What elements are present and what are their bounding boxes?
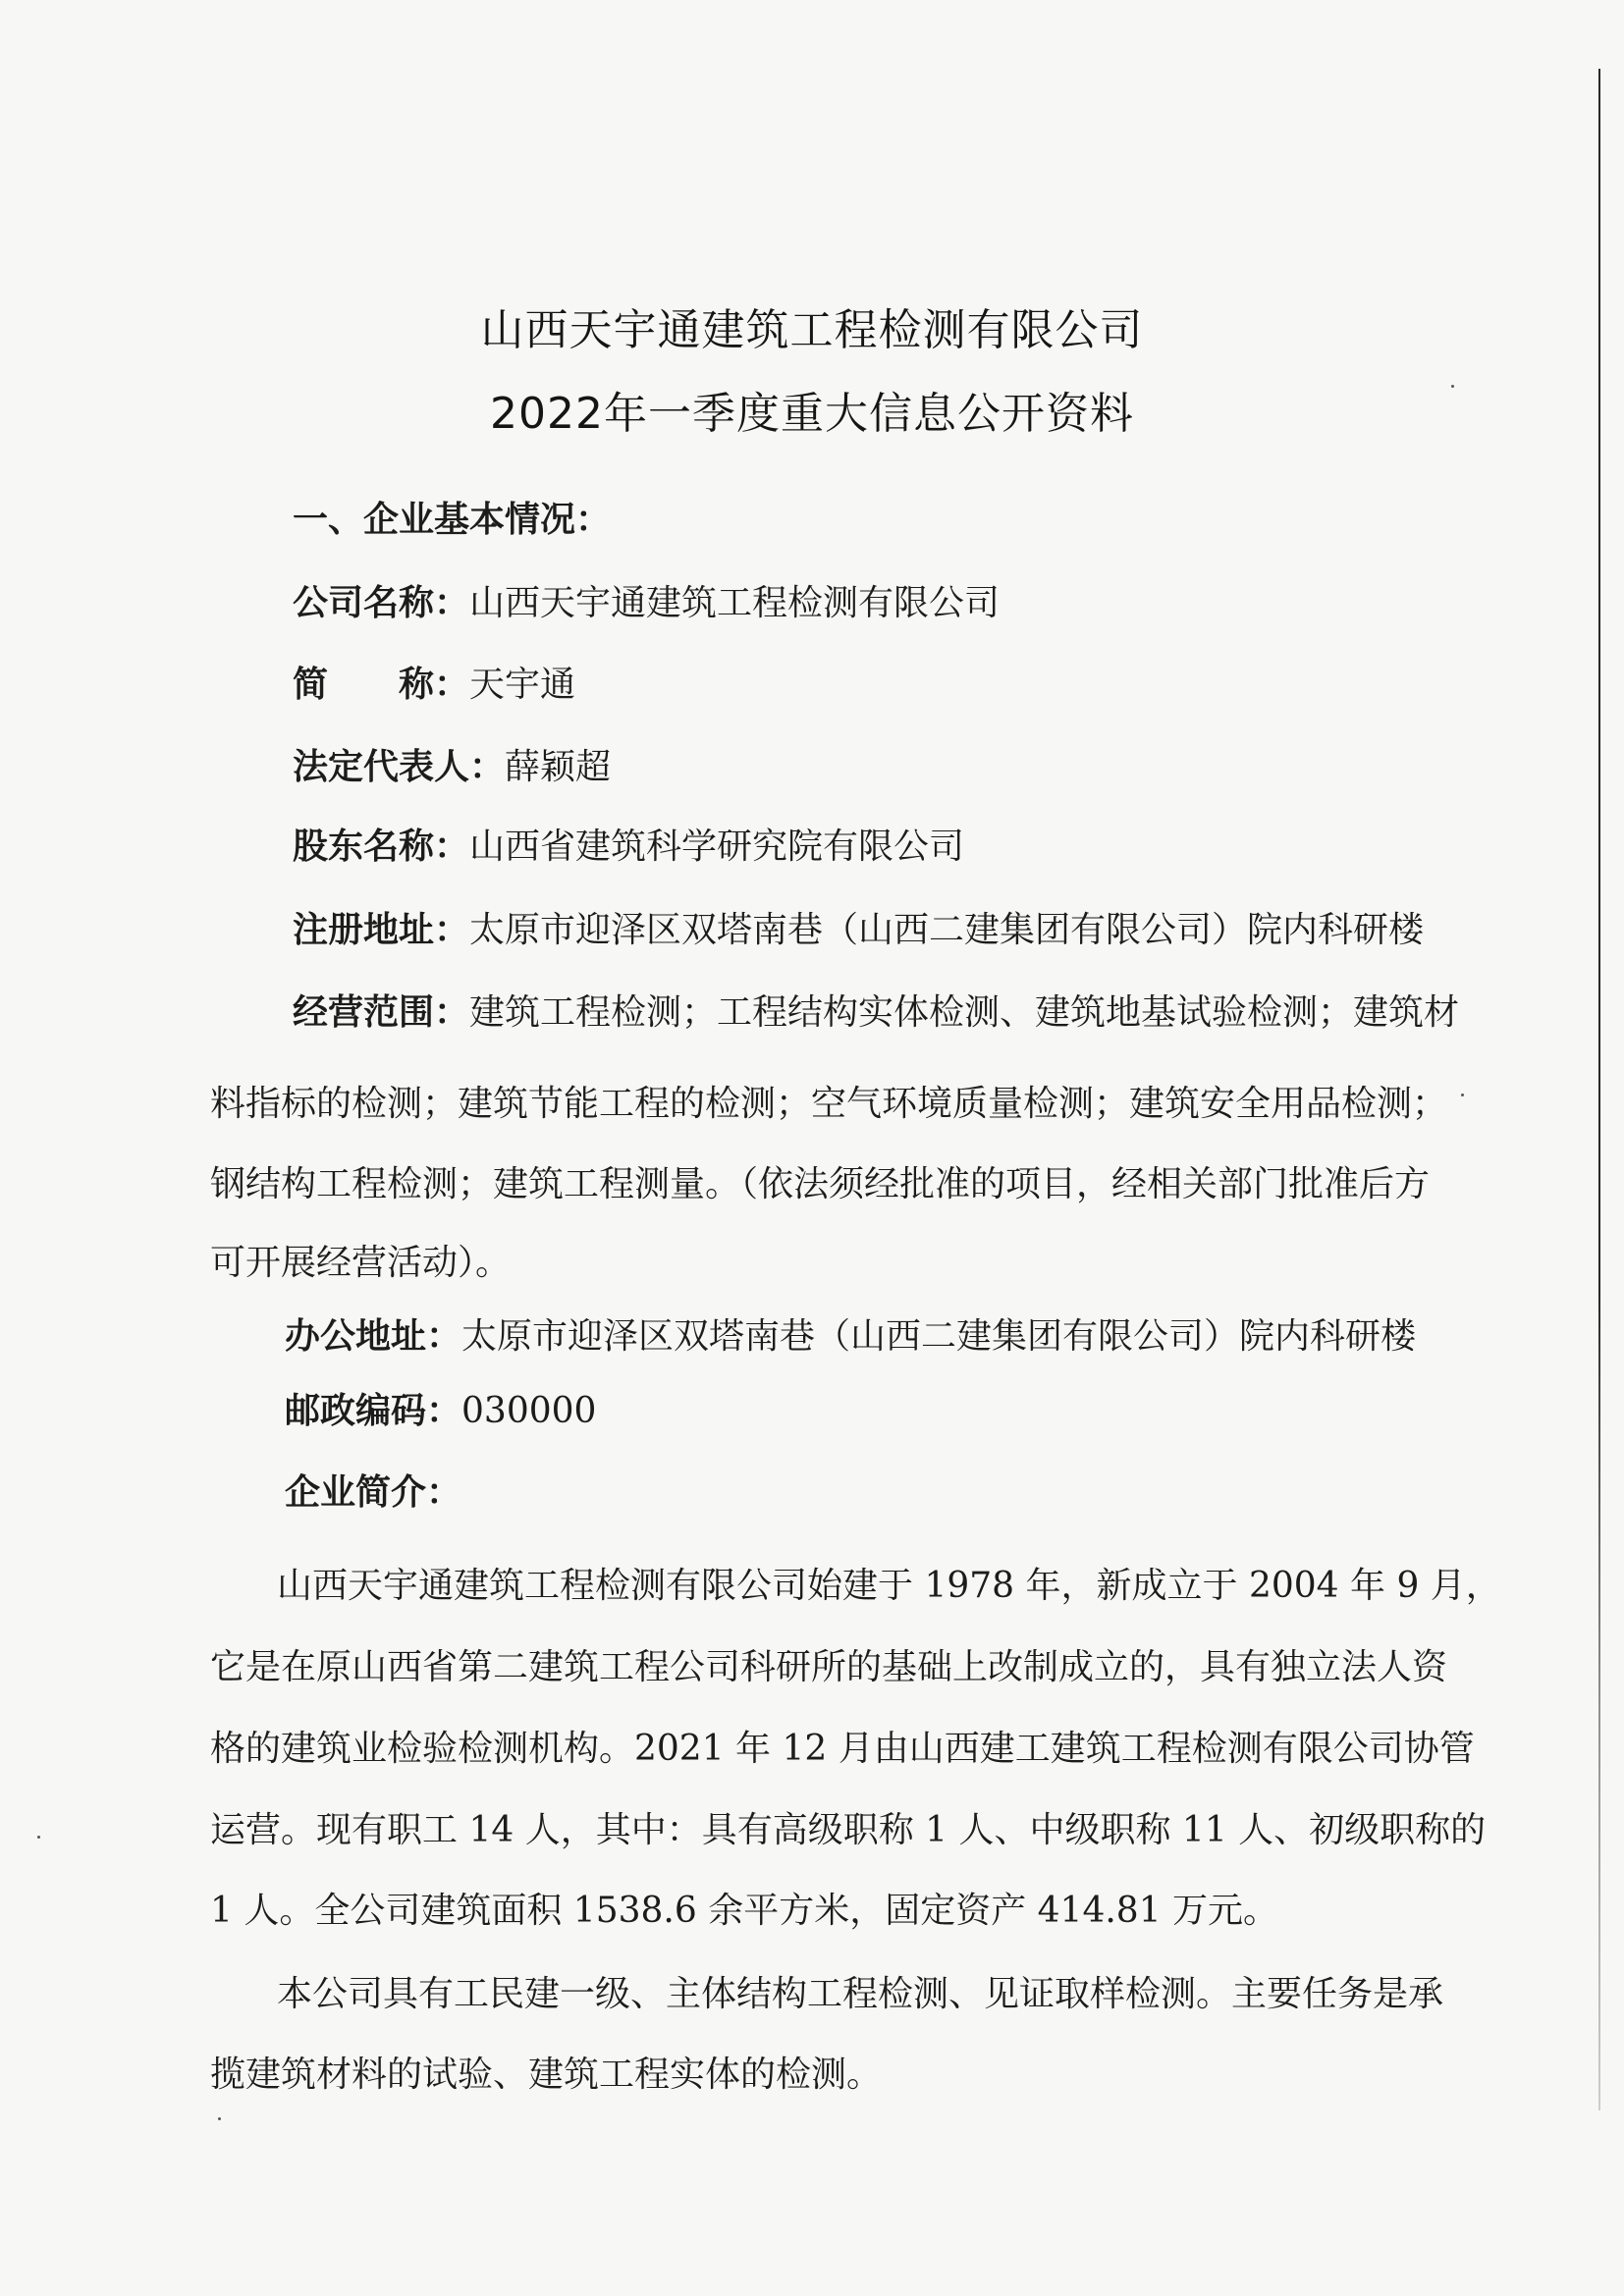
legal-rep-value: 薛颖超 (505, 747, 612, 787)
intro-label: 企业简介： (285, 1472, 462, 1513)
document-title-line1: 山西天宇通建筑工程检测有限公司 (480, 305, 1144, 355)
scope-line4: 可开展经营活动）。 (210, 1243, 512, 1283)
intro-para1-line: 运营。现有职工 14 人，其中：具有高级职称 1 人、中级职称 11 人、初级职称的 (210, 1810, 1487, 1850)
postcode-row (285, 1391, 597, 1431)
reg-address-row (293, 910, 1425, 950)
shareholder-row (293, 829, 964, 865)
scan-speck (37, 1836, 40, 1839)
intro-para1-line: 山西天宇通建筑工程检测有限公司始建于 1978 年，新成立于 2004 年 9 月， (277, 1566, 1501, 1606)
legal-rep-row (293, 747, 612, 787)
scan-speck (1461, 1094, 1464, 1096)
intro-para1-line: 1 人。全公司建筑面积 1538.6 余平方米，固定资产 414.81 万元。 (210, 1891, 1279, 1931)
scope-line1: 建筑工程检测；工程结构实体检测、建筑地基试验检测；建筑材 (469, 992, 1460, 1033)
reg-address-value: 太原市迎泽区双塔南巷（山西二建集团有限公司）院内科研楼 (469, 910, 1425, 950)
scope-line3: 钢结构工程检测；建筑工程测量。（依法须经批准的项目，经相关部门批准后方 (210, 1164, 1431, 1204)
company-name-row (293, 583, 1001, 623)
postcode-value: 030000 (461, 1391, 597, 1431)
intro-para1-line: 格的建筑业检验检测机构。2021 年 12 月由山西建工建筑工程检测有限公司协管 (210, 1729, 1475, 1769)
postcode-label: 邮政编码： (285, 1391, 462, 1431)
shareholder-label: 股东名称： (293, 827, 470, 867)
short-name-label: 简 称： (293, 665, 470, 705)
scope-row (293, 992, 1460, 1033)
company-name-label: 公司名称： (293, 583, 470, 623)
scope-label: 经营范围： (293, 992, 470, 1033)
scope-line2: 料指标的检测；建筑节能工程的检测；空气环境质量检测；建筑安全用品检测； (210, 1084, 1448, 1124)
legal-rep-label: 法定代表人： (293, 747, 506, 787)
scan-speck (218, 2117, 221, 2120)
office-address-row (285, 1316, 1417, 1357)
section-heading: 一、企业基本情况： (293, 500, 612, 540)
intro-para1-line: 它是在原山西省第二建筑工程公司科研所的基础上改制成立的，具有独立法人资 (210, 1647, 1448, 1687)
office-address-value: 太原市迎泽区双塔南巷（山西二建集团有限公司）院内科研楼 (461, 1316, 1417, 1357)
short-name-value: 天宇通 (469, 665, 576, 705)
short-name-row (293, 667, 575, 703)
document-title-line2: 2022年一季度重大信息公开资料 (490, 389, 1134, 439)
shareholder-value: 山西省建筑科学研究院有限公司 (469, 827, 965, 867)
office-address-label: 办公地址： (285, 1316, 462, 1357)
scan-edge-line (1598, 69, 1600, 2110)
intro-para2-line: 揽建筑材料的试验、建筑工程实体的检测。 (210, 2055, 883, 2095)
intro-para2-line: 本公司具有工民建一级、主体结构工程检测、见证取样检测。主要任务是承 (277, 1974, 1444, 2014)
company-name-value: 山西天宇通建筑工程检测有限公司 (469, 583, 1001, 623)
reg-address-label: 注册地址： (293, 910, 470, 950)
